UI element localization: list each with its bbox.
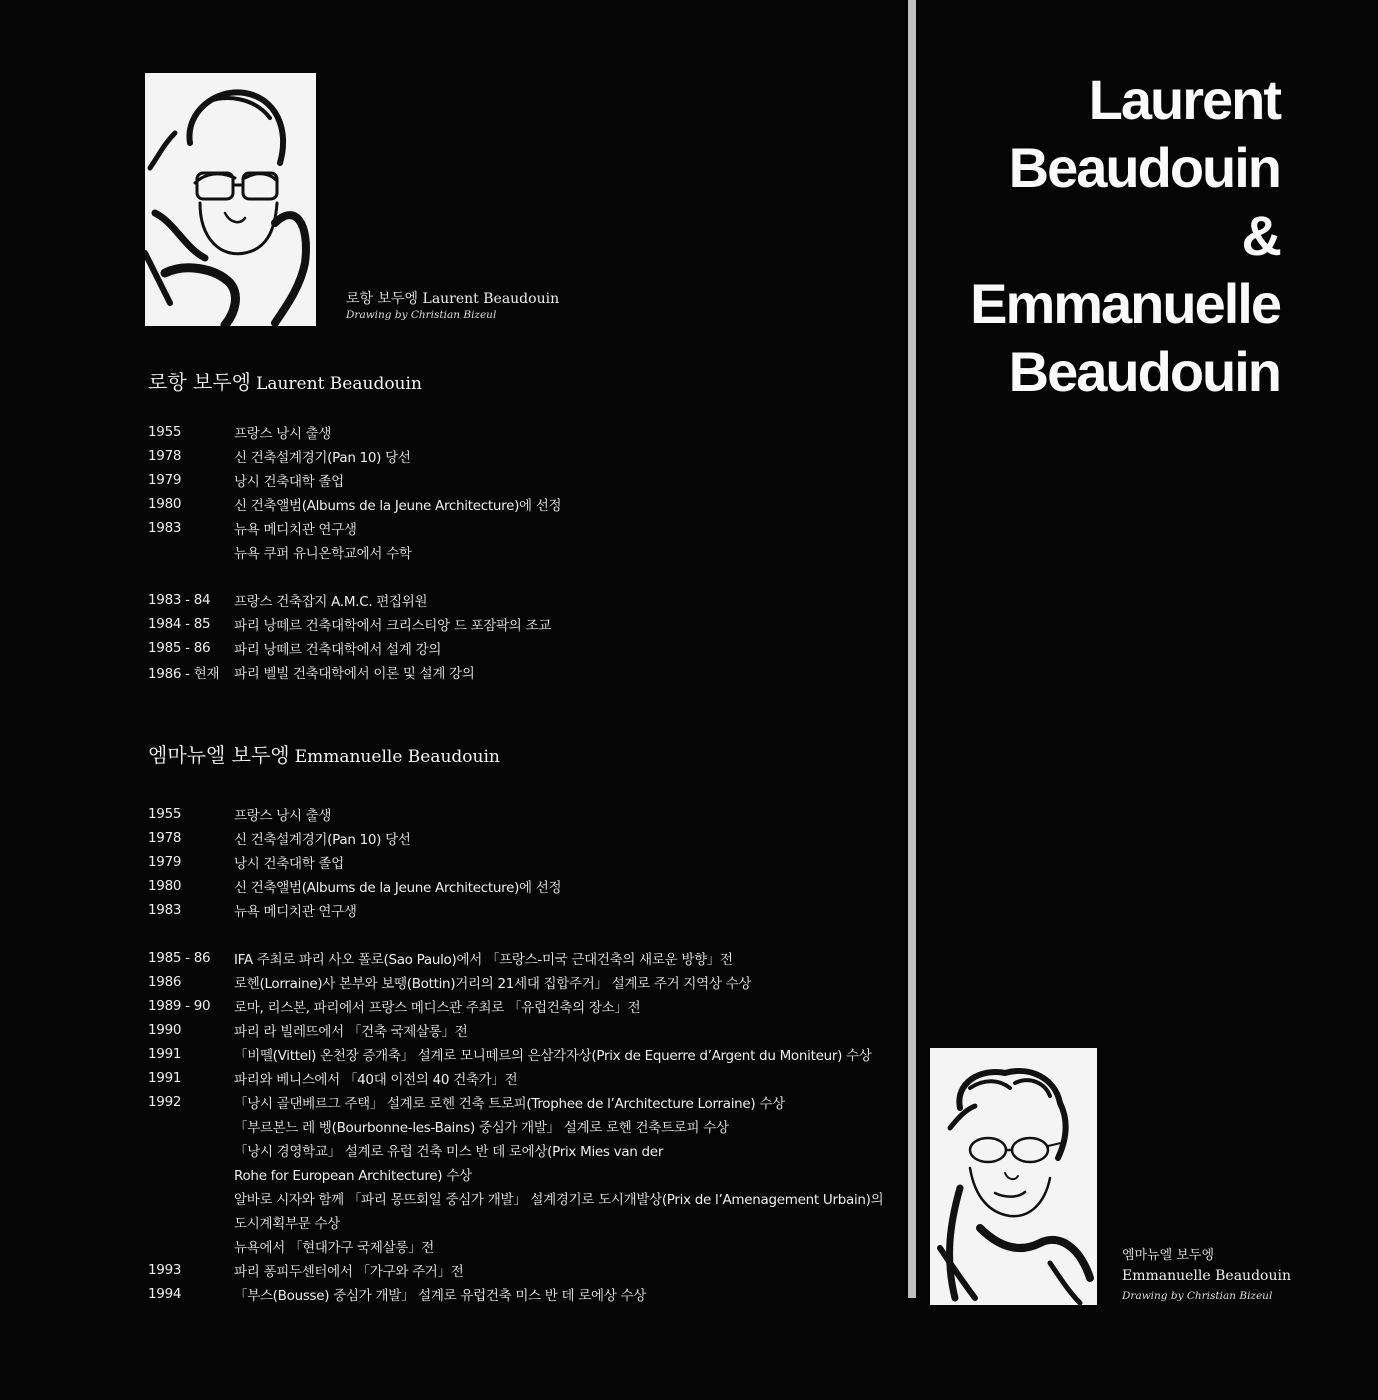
- timeline-row: [148, 1282, 883, 1306]
- timeline-year: 1986 - 현재: [148, 666, 220, 682]
- timeline-year: 1985 - 86: [148, 640, 211, 656]
- timeline-text: 로헨(Lorraine)사 본부와 보뗑(Bottin)거리의 21세대 집합주거」 설계로 주거 지역상 수상: [234, 976, 752, 992]
- laurent-portrait-drawing: [145, 73, 316, 326]
- timeline-year: 1979: [148, 854, 182, 870]
- title-line: Beaudouin: [1008, 136, 1280, 199]
- title-line: &: [1241, 204, 1280, 267]
- timeline-row: [148, 1258, 883, 1282]
- emmanuelle-title-en: Emmanuelle Beaudouin: [294, 747, 500, 767]
- timeline-row: [148, 1186, 883, 1210]
- timeline-text: 프랑스 낭시 출생: [234, 426, 332, 442]
- timeline-text: 「부스(Bousse) 중심가 개발」 설계로 유럽건축 미스 반 데 로에상 수상: [234, 1288, 646, 1304]
- timeline-text: 신 건축앨범(Albums de la Jeune Architecture)에 선정: [234, 880, 562, 896]
- timeline-year: 1983: [148, 902, 182, 918]
- emmanuelle-caption-name-ko: 엠마뉴엘 보두엥: [1122, 1248, 1215, 1263]
- timeline-year: 1986: [148, 974, 182, 990]
- emmanuelle-section-title: [148, 739, 500, 768]
- timeline-year: 1978: [148, 830, 182, 846]
- timeline-text: 「부르본느 레 벵(Bourbonne-les-Bains) 중심가 개발」 설계로 로헨 건축트로피 수상: [234, 1120, 729, 1136]
- laurent-sketch: [145, 73, 316, 326]
- timeline-text: 파리 퐁피두센터에서 「가구와 주거」전: [234, 1264, 464, 1280]
- emmanuelle-caption-credit: Drawing by Christian Bizeul: [1122, 1290, 1273, 1302]
- timeline-row: [148, 1138, 883, 1162]
- title-line: Laurent: [1088, 68, 1280, 131]
- timeline-text: 「낭시 골댄베르그 주택」 설계로 로헨 건축 트로피(Trophee de l’Architecture Lorraine) 수상: [234, 1096, 785, 1112]
- timeline-year: 1984 - 85: [148, 616, 211, 632]
- timeline-year: 1983: [148, 520, 182, 536]
- timeline-year: 1955: [148, 424, 182, 440]
- title-line: Beaudouin: [1008, 340, 1280, 403]
- timeline-row: [148, 660, 561, 684]
- timeline-row: [148, 1090, 883, 1114]
- timeline-text: 낭시 건축대학 졸업: [234, 474, 344, 490]
- emmanuelle-caption-name-en: Emmanuelle Beaudouin: [1122, 1268, 1291, 1284]
- timeline-year: 1979: [148, 472, 182, 488]
- timeline-row: [148, 444, 561, 468]
- timeline-text: 파리와 베니스에서 「40대 이전의 40 건축가」전: [234, 1072, 518, 1088]
- timeline-row: [148, 826, 883, 850]
- timeline-year: 1993: [148, 1262, 182, 1278]
- timeline-year: 1994: [148, 1286, 182, 1302]
- laurent-caption-credit: Drawing by Christian Bizeul: [346, 309, 497, 321]
- timeline-text: 「비뗄(Vittel) 온천장 증개축」 설계로 모니떼르의 은삼각자상(Prix de Equerre d’Argent du Moniteur) 수상: [234, 1048, 872, 1064]
- timeline-row: [148, 612, 561, 636]
- timeline-row: [148, 994, 883, 1018]
- timeline-row: [148, 1114, 883, 1138]
- timeline-text: 프랑스 건축잡지 A.M.C. 편집위원: [234, 594, 428, 610]
- timeline-text: 알바로 시자와 함께 「파리 몽뜨회일 중심가 개발」 설계경기로 도시개발상(Prix de l’Amenagement Urbain)의: [234, 1192, 884, 1208]
- timeline-text: 신 건축설계경기(Pan 10) 당선: [234, 450, 411, 466]
- timeline-text: 파리 낭떼르 건축대학에서 크리스티앙 드 포잠팍의 조교: [234, 618, 551, 634]
- laurent-timeline: [148, 420, 561, 684]
- timeline-row: [148, 636, 561, 660]
- page-title: [970, 66, 1280, 406]
- timeline-row: [148, 1066, 883, 1090]
- timeline-text: 뉴욕 메디치관 연구생: [234, 904, 357, 920]
- emmanuelle-sketch: [930, 1048, 1097, 1305]
- timeline-year: 1980: [148, 878, 182, 894]
- timeline-row: [148, 1162, 883, 1186]
- timeline-year: 1992: [148, 1094, 182, 1110]
- laurent-caption-name: 로항 보두엥 Laurent Beaudouin: [346, 291, 560, 307]
- timeline-text: 「낭시 경영학교」 설계로 유럽 건축 미스 반 데 로에상(Prix Mies van der: [234, 1144, 664, 1160]
- timeline-row: [148, 850, 883, 874]
- timeline-row: [148, 540, 561, 564]
- emmanuelle-title-ko: 엠마뉴엘 보두엥: [148, 743, 290, 767]
- timeline-row: [148, 874, 883, 898]
- timeline-text: 뉴욕에서 「현대가구 국제살롱」전: [234, 1240, 435, 1256]
- timeline-row: [148, 946, 883, 970]
- timeline-row: [148, 802, 883, 826]
- timeline-row: [148, 468, 561, 492]
- timeline-row: [148, 898, 883, 922]
- timeline-row: [148, 588, 561, 612]
- timeline-row: [148, 970, 883, 994]
- laurent-section-title: [148, 366, 422, 395]
- timeline-text: IFA 주최로 파리 사오 폴로(Sao Paulo)에서 「프랑스-미국 근대건축의 새로운 방향」전: [234, 952, 733, 968]
- timeline-year: 1985 - 86: [148, 950, 211, 966]
- timeline-year: 1991: [148, 1046, 182, 1062]
- timeline-row: [148, 1042, 883, 1066]
- timeline-text: 뉴욕 쿠퍼 유니온학교에서 수학: [234, 546, 412, 562]
- timeline-year: 1978: [148, 448, 182, 464]
- emmanuelle-timeline: [148, 802, 883, 1306]
- timeline-year: 1980: [148, 496, 182, 512]
- timeline-text: 로마, 리스본, 파리에서 프랑스 메디스관 주최로 「유럽건축의 장소」전: [234, 1000, 641, 1016]
- timeline-row: [148, 516, 561, 540]
- timeline-text: Rohe for European Architecture) 수상: [234, 1168, 472, 1184]
- laurent-title-en: Laurent Beaudouin: [256, 374, 422, 394]
- timeline-text: 파리 벨빌 건축대학에서 이론 및 설계 강의: [234, 666, 475, 682]
- timeline-row: [148, 1210, 883, 1234]
- timeline-year: 1983 - 84: [148, 592, 211, 608]
- timeline-year: 1989 - 90: [148, 998, 211, 1014]
- timeline-year: 1991: [148, 1070, 182, 1086]
- timeline-row: [148, 1018, 883, 1042]
- timeline-text: 뉴욕 메디치관 연구생: [234, 522, 357, 538]
- timeline-text: 도시계획부문 수상: [234, 1216, 340, 1232]
- timeline-text: 신 건축앨범(Albums de la Jeune Architecture)에 선정: [234, 498, 562, 514]
- timeline-row: [148, 420, 561, 444]
- timeline-year: 1955: [148, 806, 182, 822]
- timeline-row: [148, 1234, 883, 1258]
- timeline-text: 신 건축설계경기(Pan 10) 당선: [234, 832, 411, 848]
- timeline-year: 1990: [148, 1022, 182, 1038]
- emmanuelle-portrait-drawing: [930, 1048, 1097, 1305]
- timeline-text: 파리 낭떼르 건축대학에서 설계 강의: [234, 642, 442, 658]
- title-line: Emmanuelle: [970, 272, 1280, 335]
- timeline-text: 파리 라 빌레뜨에서 「건축 국제살롱」전: [234, 1024, 468, 1040]
- timeline-text: 낭시 건축대학 졸업: [234, 856, 344, 872]
- vertical-divider: [908, 0, 916, 1298]
- laurent-title-ko: 로항 보두엥: [148, 370, 251, 394]
- timeline-text: 프랑스 낭시 출생: [234, 808, 332, 824]
- timeline-row: [148, 492, 561, 516]
